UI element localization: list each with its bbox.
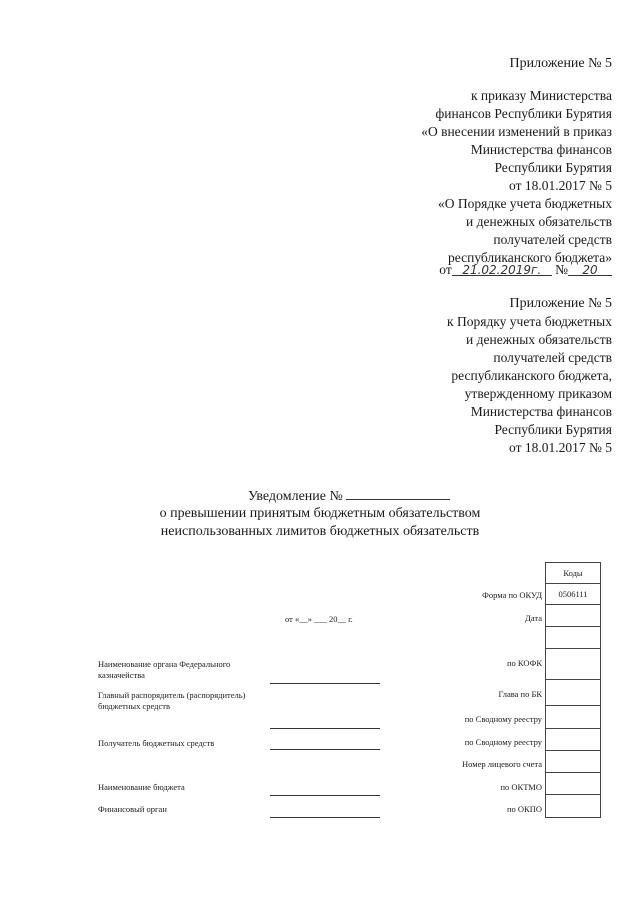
appendix-1-line: и денежных обязательств [466, 214, 612, 229]
notice-title [248, 487, 450, 505]
code-label: по ОКПО [506, 804, 542, 814]
handwritten-date: 21.02.2019г. [462, 263, 542, 277]
code-label: по ОКТМО [500, 782, 542, 792]
form-date-line: от «__» ___ 20__ г. [285, 614, 353, 624]
field-line-finance-body [270, 817, 380, 818]
appendix-1-line: к приказу Министерства [470, 88, 612, 103]
notice-subtitle-2: неиспользованных лимитов бюджетных обязательств [160, 524, 480, 539]
code-cell-blank [545, 626, 601, 649]
handwritten-number: 20 [582, 263, 598, 277]
codes-header: Коды [545, 562, 601, 584]
code-cell-registry-1 [545, 705, 601, 729]
code-label: по КОФК [506, 658, 542, 668]
appendix-2-line: Республики Бурятия [494, 422, 612, 437]
field-line-treasury [270, 683, 380, 684]
appendix-2-line: утвержденному приказом [464, 386, 612, 401]
appendix-2-line: республиканского бюджета, [451, 368, 612, 383]
appendix-2-title: Приложение № 5 [509, 296, 612, 311]
field-label-finance-body: Финансовый орган [98, 804, 167, 814]
appendix-1-title: Приложение № 5 [509, 56, 612, 71]
field-label-treasury-2: казначейства [98, 670, 145, 680]
appendix-1-line: финансов Республики Бурятия [435, 106, 612, 121]
code-label: Номер лицевого счета [462, 759, 542, 769]
field-label-recipient: Получатель бюджетных средств [98, 738, 215, 748]
code-cell-okpo [545, 794, 601, 818]
code-cell-kofk [545, 648, 601, 680]
code-cell-okud: 0506111 [545, 583, 601, 605]
appendix-1-line: Республики Бурятия [494, 160, 612, 175]
order-date-line [439, 262, 612, 278]
appendix-2-line: получателей средств [493, 350, 612, 365]
code-label: Дата [525, 613, 542, 623]
appendix-1-line: от 18.01.2017 № 5 [509, 178, 612, 193]
code-label: Форма по ОКУД [482, 590, 542, 600]
code-cell-glava-bk [545, 679, 601, 706]
code-cell-date [545, 604, 601, 627]
code-label: Глава по БК [498, 689, 542, 699]
appendix-2-line: Министерства финансов [470, 404, 612, 419]
code-label: по Сводному реестру [464, 714, 542, 724]
code-cell-registry-2 [545, 728, 601, 751]
appendix-2-line: к Порядку учета бюджетных [447, 314, 612, 329]
field-label-manager: Главный распорядитель (распорядитель) [98, 690, 246, 700]
appendix-1-line: «О внесении изменений в приказ [421, 124, 612, 139]
appendix-1-line: «О Порядке учета бюджетных [438, 196, 612, 211]
appendix-1-line: Министерства финансов [470, 142, 612, 157]
number-prefix: № [555, 262, 568, 277]
field-line-budget [270, 795, 380, 796]
field-label-manager-2: бюджетных средств [98, 701, 170, 711]
appendix-2-line: и денежных обязательств [466, 332, 612, 347]
notice-subtitle-1: о превышении принятым бюджетным обязательством [159, 506, 481, 521]
field-line-manager [270, 728, 380, 729]
code-cell-account [545, 750, 601, 773]
appendix-1-line: получателей средств [493, 232, 612, 247]
date-prefix: от [439, 262, 452, 277]
appendix-2-line: от 18.01.2017 № 5 [509, 440, 612, 455]
field-label-treasury: Наименование органа Федерального [98, 659, 231, 669]
appendix-1-line: республиканского бюджета» [448, 250, 612, 265]
notice-title-text: Уведомление № [248, 489, 343, 504]
code-label: по Сводному реестру [464, 737, 542, 747]
code-cell-oktmo [545, 772, 601, 795]
field-label-budget: Наименование бюджета [98, 782, 185, 792]
notice-number-blank [346, 487, 450, 500]
field-line-recipient [270, 749, 380, 750]
